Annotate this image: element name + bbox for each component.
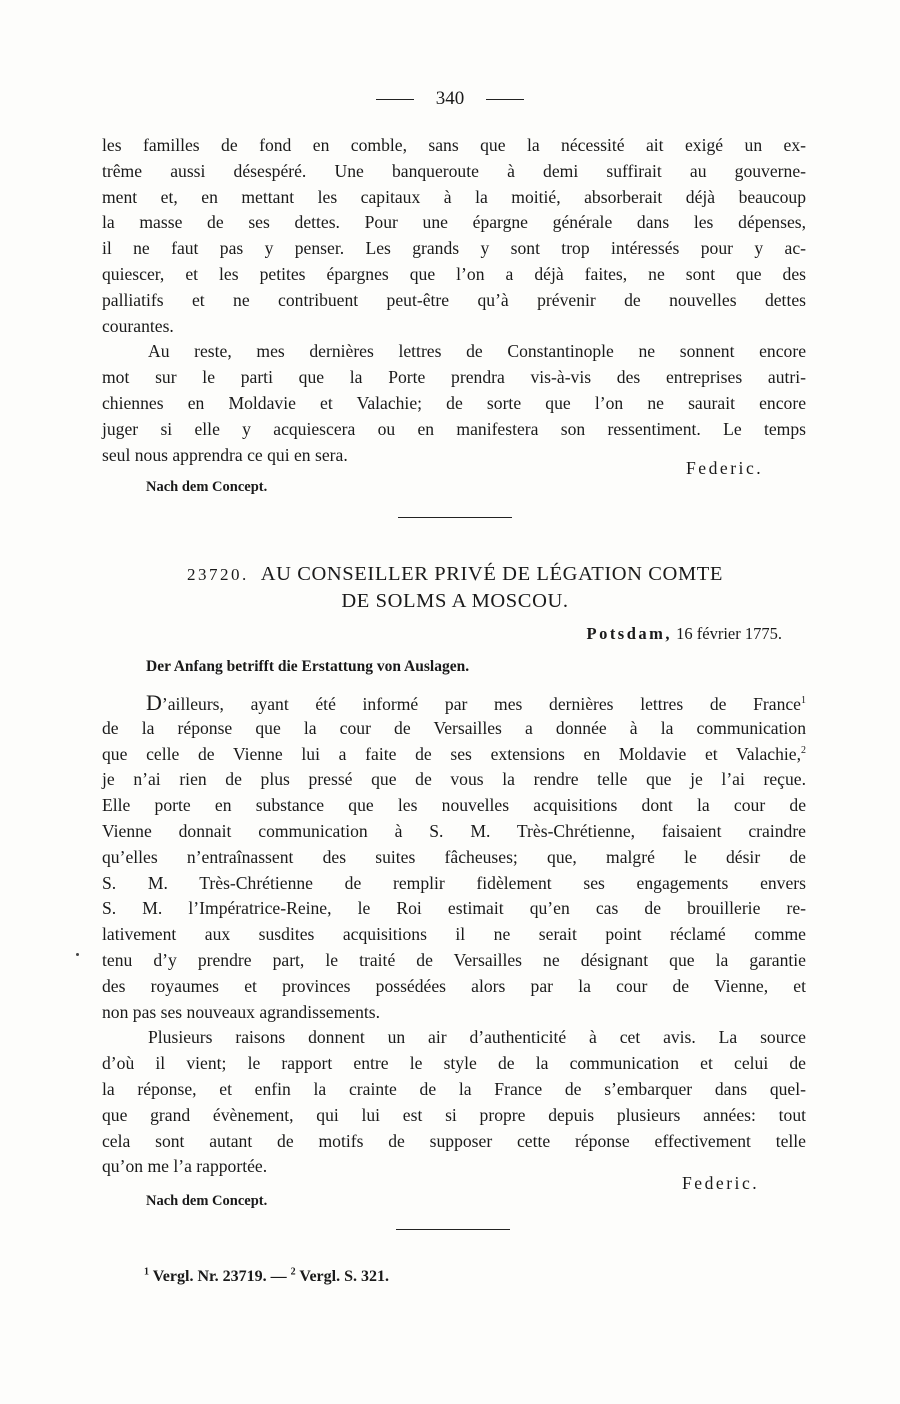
footnote-divider [396, 1229, 510, 1230]
source-note-1: Nach dem Concept. [146, 479, 268, 495]
ink-speck [76, 953, 79, 956]
letter-title-line1: AU CONSEILLER PRIVÉ DE LÉGATION COMTE [260, 563, 724, 585]
letter-title-line2: DE SOLMS A MOSCOU. [341, 590, 569, 612]
text-line: que celle de Vienne lui a faite de ses extensions en Moldavie et Valachie,$^2$ [102, 743, 806, 764]
section-divider [398, 517, 512, 518]
text-line: juger si elle y acquiescera ou en manifestera son ressentiment. Le temps [102, 418, 806, 439]
text-line: non pas ses nouveaux agrandissements. [102, 1001, 381, 1022]
text-line: Au reste, mes dernières lettres de Constantinople ne sonnent encore [148, 341, 806, 362]
text-line: S. M. Très-Chrétienne de remplir fidèlement ses engagements envers [102, 872, 806, 893]
letter-summary: Der Anfang betrifft die Erstattung von Auslagen. [146, 658, 470, 675]
footnote-text: Vergl. S. 321. [299, 1268, 389, 1285]
text-line: lativement aux susdites acquisitions il ne serait point réclamé comme [102, 924, 806, 945]
text-line: qu’elles n’entraînassent des suites fâcheuses; que, malgré le désir de [102, 846, 806, 867]
text-line: de la réponse que la cour de Versailles a donnée à la communication [102, 717, 806, 738]
text-line: mot sur le parti que la Porte prendra vis-à-vis des entreprises autri- [102, 367, 806, 388]
text-line: qu’on me l’a rapportée. [102, 1156, 268, 1177]
text-line: que grand évènement, qui lui est si propre depuis plusieurs années: tout [102, 1104, 806, 1125]
text-line: palliatifs et ne contribuent peut-être qu’à prévenir de nouvelles dettes [102, 289, 806, 310]
text-line: d’où il vient; le rapport entre le style de la communication et celui de [102, 1053, 806, 1074]
letter-dateline [586, 624, 782, 644]
text-line: des royaumes et provinces possédées alors par la cour de Vienne, et [102, 975, 806, 996]
letter-number: 23720. [186, 565, 249, 584]
text-line: seul nous apprendra ce qui en sera. [102, 444, 348, 465]
text-line: la réponse, et enfin la crainte de la France de s’embarquer dans quel- [102, 1078, 806, 1099]
footnote-text: Vergl. Nr. 23719. — [152, 1268, 287, 1285]
signature-federic-2: Federic. [682, 1173, 760, 1193]
header-rule-right [486, 99, 524, 100]
text-line: Elle porte en substance que les nouvelles acquisitions dont la cour de [102, 795, 806, 816]
text-line: Vienne donnait communication à S. M. Très-Chrétienne, faisaient craindre [102, 820, 806, 841]
text-line: trême aussi désespéré. Une banqueroute à demi suffirait au gouverne- [102, 160, 806, 181]
text-line: S. M. l’Impératrice-Reine, le Roi estimait qu’en cas de brouillerie re- [102, 898, 806, 919]
text-line: tenu d’y prendre part, le traité de Versailles ne désignant que la garantie [102, 949, 806, 970]
footnote-number: 2 [290, 1266, 296, 1278]
footnote-number: 1 [144, 1266, 149, 1278]
page-number: 340 [435, 88, 465, 109]
letter-body [102, 690, 806, 1180]
footnote-marker: 1 [801, 695, 806, 707]
text-line: quiescer, et les petites épargnes que l’on a déjà faites, ne sont que des [102, 263, 806, 284]
text-line: il ne faut pas y penser. Les grands y sont trop intéressés pour y ac- [102, 238, 806, 259]
text-line: courantes. [102, 315, 174, 336]
page-header [0, 88, 900, 110]
footnote-marker: 2 [801, 744, 806, 756]
text-line: je n’ai rien de plus pressé que de vous la rendre telle que je l’ai reçue. [102, 769, 806, 790]
source-note-2: Nach dem Concept. [146, 1193, 268, 1209]
text-line: les familles de fond en comble, sans que la nécessité ait exigé un ex- [102, 135, 806, 155]
text-line: D’ailleurs, ayant été informé par mes dernières lettres de France$^1$ [146, 690, 806, 715]
text-line: chiennes en Moldavie et Valachie; de sorte que l’on ne saurait encore [102, 392, 806, 413]
text-line: ment et, en mettant les capitaux à la moitié, absorberait déjà beaucoup [102, 186, 806, 207]
text-line: la masse de ses dettes. Pour une épargne générale dans les dépenses, [102, 212, 806, 233]
signature-federic-1: Federic. [686, 458, 764, 478]
letter-place: Potsdam, [586, 624, 673, 643]
letter-heading [130, 561, 780, 614]
drop-cap: D [146, 690, 162, 715]
text-line: Plusieurs raisons donnent un air d’authenticité à cet avis. La source [148, 1027, 806, 1048]
text-line: cela sont autant de motifs de supposer cette réponse effectivement telle [102, 1130, 806, 1151]
previous-letter-body [102, 133, 806, 468]
header-rule-left [376, 99, 414, 100]
letter-date: 16 février 1775. [676, 624, 782, 643]
footnotes [144, 1268, 389, 1286]
